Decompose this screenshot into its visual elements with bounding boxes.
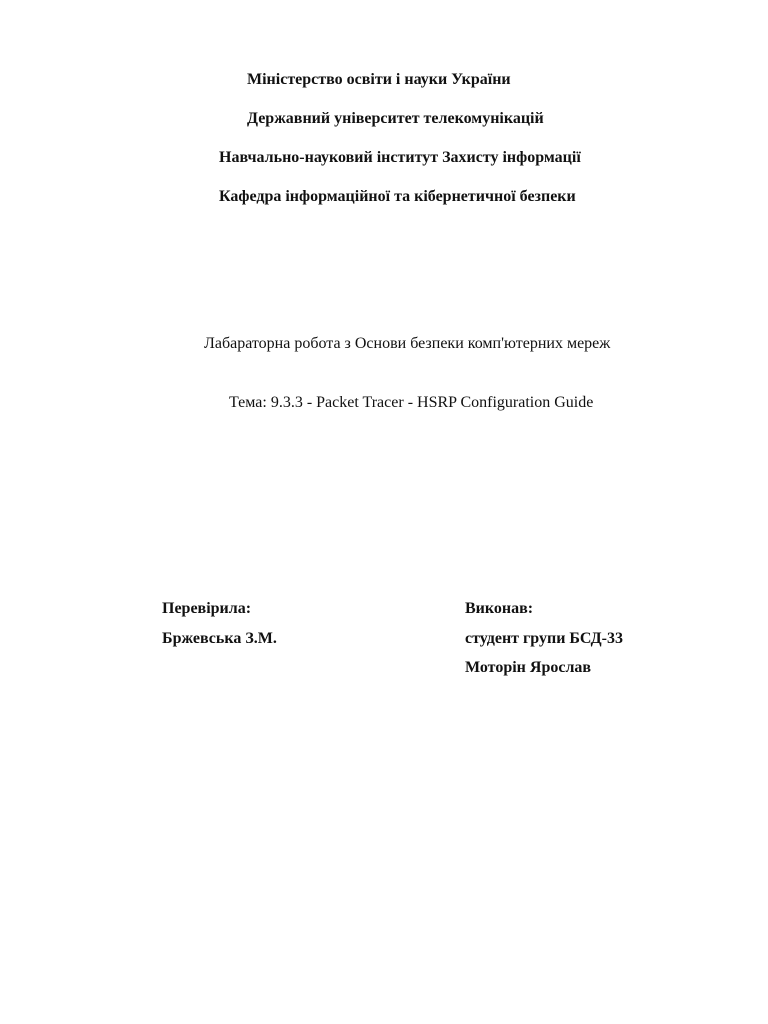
performed-name: Моторін Ярослав xyxy=(465,659,592,676)
institute-line: Навчально-науковий інститут Захисту інформації xyxy=(219,149,581,166)
work-topic: Тема: 9.3.3 - Packet Tracer - HSRP Configuration Guide xyxy=(229,394,594,411)
checked-name: Бржевська З.М. xyxy=(162,630,277,647)
performed-group: студент групи БСД-33 xyxy=(465,630,623,647)
ministry-line: Міністерство освіти і науки України xyxy=(247,71,511,88)
university-line: Державний університет телекомунікацій xyxy=(247,110,544,127)
checked-label: Перевірила: xyxy=(162,600,252,617)
department-line: Кафедра інформаційної та кібернетичної безпеки xyxy=(219,188,576,205)
performed-label: Виконав: xyxy=(465,600,534,617)
work-title: Лабараторна робота з Основи безпеки комп'ютерних мереж xyxy=(204,335,611,352)
